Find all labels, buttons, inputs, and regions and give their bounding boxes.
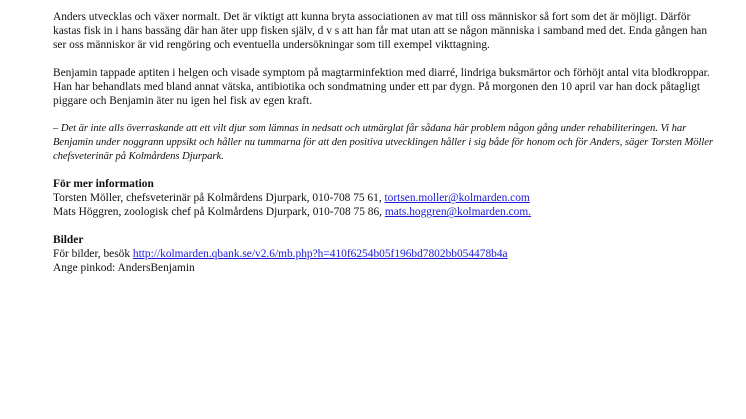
pincode-line: Ange pinkod: AndersBenjamin xyxy=(53,261,195,274)
images-prefix: För bilder, besök xyxy=(53,248,133,261)
paragraph-benjamin: Benjamin tappade aptiten i helgen och visade symptom på magtarminfektion med diarré, lindriga buksmärtor och förhöjt antal vita blodkroppar. Han har behandlats med bland annat vätska, antibiotika och sondmatning under ett par dygn. På morgonen den 10 april var han dock påtagligt piggare och Benjamin äter nu igen hel fisk av egen kraft. xyxy=(53,66,710,107)
email-link-mats[interactable]: mats.hoggren@kolmarden.com. xyxy=(384,206,532,219)
images-heading: Bilder xyxy=(53,234,84,247)
more-info-section xyxy=(53,178,713,220)
contact-line xyxy=(53,192,713,206)
images-line xyxy=(53,248,713,262)
images-link[interactable]: http://kolmarden.qbank.se/v2.6/mb.php?h=410f6254b05f196bd7802bb054478b4a xyxy=(132,248,508,261)
contact-line xyxy=(53,206,713,220)
email-link-torsten[interactable]: tortsen.moller@kolmarden.com xyxy=(384,192,530,205)
images-section xyxy=(53,234,713,276)
more-info-heading: För mer information xyxy=(53,178,154,191)
quote-torsten-moller: – Det är inte alls överraskande att ett vilt djur som lämnas in nedsatt och utmärglat får sådana här problem någon gång under rehabiliteringen. Vi har Benjamin under noggrann uppsikt och håller nu tummarna för att den positiva utvecklingen håller i sig både för honom och för Anders, säger Torsten Möller chefsveterinär på Kolmårdens Djurpark. xyxy=(53,123,714,163)
contact-text: Mats Höggren, zoologisk chef på Kolmårdens Djurpark, 010-708 75 86, xyxy=(53,206,385,219)
contact-text: Torsten Möller, chefsveterinär på Kolmårdens Djurpark, 010-708 75 61, xyxy=(53,192,385,205)
paragraph-anders: Anders utvecklas och växer normalt. Det är viktigt att kunna bryta associationen av mat till oss människor så fort som det är möjligt. Därför kastas fisk in i hans bassäng där han äter upp fisken själv, d v s att han får mat utan att se någon människa i samband med det. Enda gången han ser oss människor är vid rengöring och eventuella undersökningar som till exempel vikttagning. xyxy=(53,11,708,51)
press-release-body xyxy=(53,11,713,276)
